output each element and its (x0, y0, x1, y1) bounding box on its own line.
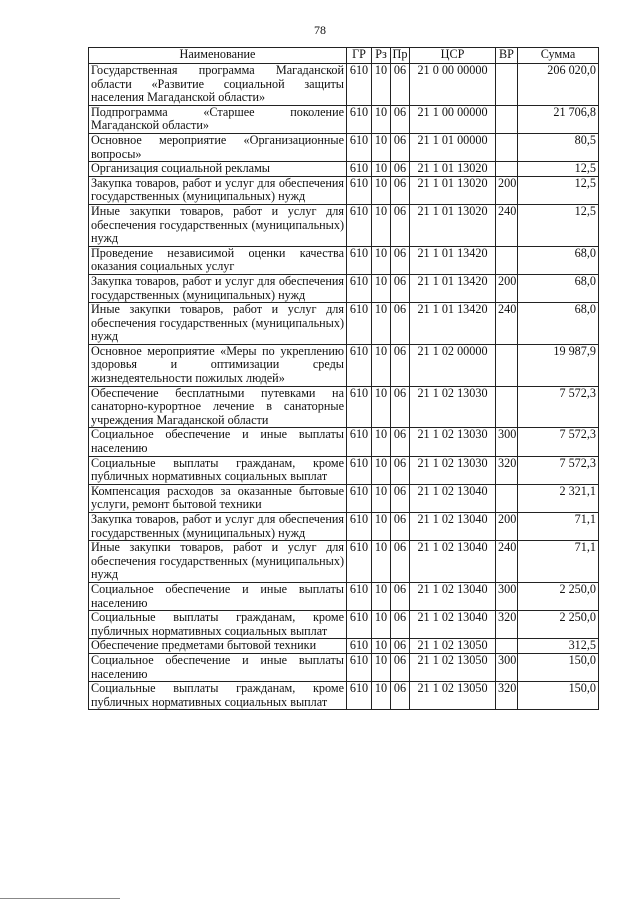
cell-name: Обеспечение предметами бытовой техники (89, 639, 347, 654)
cell-csr: 21 1 02 13040 (410, 611, 496, 639)
cell-sum: 12,5 (518, 162, 599, 177)
cell-vr (496, 162, 518, 177)
cell-sum: 150,0 (518, 653, 599, 681)
cell-gr: 610 (347, 682, 372, 710)
cell-name: Подпрограмма «Старшее поколение Магаданской области» (89, 105, 347, 133)
cell-gr: 610 (347, 484, 372, 512)
cell-csr: 21 1 02 13040 (410, 541, 496, 583)
header-vr: ВР (496, 48, 518, 64)
cell-gr: 610 (347, 428, 372, 456)
cell-vr (496, 484, 518, 512)
cell-gr: 610 (347, 513, 372, 541)
cell-sum: 7 572,3 (518, 456, 599, 484)
cell-gr: 610 (347, 176, 372, 204)
cell-name: Проведение независимой оценки качества оказания социальных услуг (89, 246, 347, 274)
table-row (89, 162, 599, 177)
header-gr: ГР (347, 48, 372, 64)
cell-pr: 06 (391, 541, 410, 583)
cell-vr: 320 (496, 611, 518, 639)
cell-name: Организация социальной рекламы (89, 162, 347, 177)
table-row (89, 484, 599, 512)
cell-sum: 71,1 (518, 513, 599, 541)
cell-vr (496, 639, 518, 654)
cell-vr: 240 (496, 204, 518, 246)
cell-csr: 21 1 01 13420 (410, 274, 496, 302)
cell-rz: 10 (372, 204, 391, 246)
cell-vr (496, 344, 518, 386)
table-row (89, 386, 599, 428)
cell-gr: 610 (347, 344, 372, 386)
cell-gr: 610 (347, 541, 372, 583)
cell-vr: 320 (496, 682, 518, 710)
cell-gr: 610 (347, 582, 372, 610)
cell-rz: 10 (372, 386, 391, 428)
table-row (89, 303, 599, 345)
cell-rz: 10 (372, 682, 391, 710)
cell-sum: 68,0 (518, 303, 599, 345)
table-row (89, 64, 599, 106)
cell-rz: 10 (372, 162, 391, 177)
cell-sum: 80,5 (518, 133, 599, 161)
table-row (89, 639, 599, 654)
table-row (89, 456, 599, 484)
table-row (89, 105, 599, 133)
cell-name: Социальное обеспечение и иные выплаты населению (89, 428, 347, 456)
cell-vr: 300 (496, 582, 518, 610)
cell-pr: 06 (391, 682, 410, 710)
cell-vr: 300 (496, 653, 518, 681)
table-row (89, 176, 599, 204)
table-row (89, 344, 599, 386)
table-row (89, 582, 599, 610)
cell-rz: 10 (372, 428, 391, 456)
cell-name: Компенсация расходов за оказанные бытовые услуги, ремонт бытовой техники (89, 484, 347, 512)
cell-rz: 10 (372, 64, 391, 106)
cell-name: Иные закупки товаров, работ и услуг для обеспечения государственных (муниципальных) нужд (89, 541, 347, 583)
cell-sum: 7 572,3 (518, 428, 599, 456)
cell-vr: 300 (496, 428, 518, 456)
cell-csr: 21 1 01 13420 (410, 246, 496, 274)
cell-sum: 150,0 (518, 682, 599, 710)
cell-csr: 21 1 02 13030 (410, 386, 496, 428)
header-sum: Сумма (518, 48, 599, 64)
cell-rz: 10 (372, 456, 391, 484)
cell-gr: 610 (347, 639, 372, 654)
cell-rz: 10 (372, 344, 391, 386)
cell-gr: 610 (347, 274, 372, 302)
cell-pr: 06 (391, 176, 410, 204)
cell-csr: 21 1 02 00000 (410, 344, 496, 386)
cell-name: Государственная программа Магаданской области «Развитие социальной защиты населения Магаданской области» (89, 64, 347, 106)
cell-sum: 19 987,9 (518, 344, 599, 386)
cell-pr: 06 (391, 639, 410, 654)
table-row (89, 611, 599, 639)
cell-rz: 10 (372, 653, 391, 681)
header-rz: Рз (372, 48, 391, 64)
cell-pr: 06 (391, 204, 410, 246)
cell-sum: 2 250,0 (518, 582, 599, 610)
cell-pr: 06 (391, 428, 410, 456)
table-row (89, 653, 599, 681)
cell-rz: 10 (372, 541, 391, 583)
cell-rz: 10 (372, 274, 391, 302)
cell-sum: 71,1 (518, 541, 599, 583)
cell-pr: 06 (391, 513, 410, 541)
cell-sum: 12,5 (518, 176, 599, 204)
cell-vr (496, 386, 518, 428)
cell-rz: 10 (372, 611, 391, 639)
header-pr: Пр (391, 48, 410, 64)
cell-name: Обеспечение бесплатными путевками на санаторно-курортное лечение в санаторные учреждения Магаданской области (89, 386, 347, 428)
cell-csr: 21 1 02 13040 (410, 582, 496, 610)
cell-gr: 610 (347, 386, 372, 428)
cell-rz: 10 (372, 582, 391, 610)
table-row (89, 274, 599, 302)
cell-sum: 206 020,0 (518, 64, 599, 106)
footnote-divider (0, 898, 120, 899)
cell-pr: 06 (391, 611, 410, 639)
cell-pr: 06 (391, 653, 410, 681)
cell-sum: 21 706,8 (518, 105, 599, 133)
cell-csr: 21 1 00 00000 (410, 105, 496, 133)
cell-rz: 10 (372, 484, 391, 512)
table-row (89, 541, 599, 583)
table-row (89, 682, 599, 710)
cell-csr: 21 1 02 13050 (410, 682, 496, 710)
cell-sum: 2 321,1 (518, 484, 599, 512)
cell-sum: 312,5 (518, 639, 599, 654)
cell-rz: 10 (372, 105, 391, 133)
cell-vr: 200 (496, 513, 518, 541)
cell-csr: 21 1 02 13050 (410, 639, 496, 654)
header-row (89, 48, 599, 64)
cell-sum: 2 250,0 (518, 611, 599, 639)
cell-sum: 12,5 (518, 204, 599, 246)
table-row (89, 428, 599, 456)
cell-gr: 610 (347, 204, 372, 246)
cell-vr: 240 (496, 303, 518, 345)
table-header (89, 48, 599, 64)
cell-pr: 06 (391, 105, 410, 133)
cell-name: Социальное обеспечение и иные выплаты населению (89, 653, 347, 681)
cell-csr: 21 1 02 13050 (410, 653, 496, 681)
cell-csr: 21 1 01 13420 (410, 303, 496, 345)
cell-gr: 610 (347, 64, 372, 106)
table-row (89, 133, 599, 161)
cell-name: Иные закупки товаров, работ и услуг для обеспечения государственных (муниципальных) нужд (89, 303, 347, 345)
cell-csr: 21 1 01 00000 (410, 133, 496, 161)
cell-pr: 06 (391, 162, 410, 177)
cell-gr: 610 (347, 133, 372, 161)
cell-name: Основное мероприятие «Организационные вопросы» (89, 133, 347, 161)
cell-gr: 610 (347, 611, 372, 639)
cell-gr: 610 (347, 246, 372, 274)
cell-sum: 68,0 (518, 274, 599, 302)
cell-pr: 06 (391, 274, 410, 302)
cell-rz: 10 (372, 176, 391, 204)
cell-csr: 21 1 02 13040 (410, 484, 496, 512)
cell-vr (496, 133, 518, 161)
cell-rz: 10 (372, 303, 391, 345)
cell-name: Закупка товаров, работ и услуг для обеспечения государственных (муниципальных) нужд (89, 176, 347, 204)
table-row (89, 513, 599, 541)
cell-pr: 06 (391, 246, 410, 274)
cell-rz: 10 (372, 513, 391, 541)
cell-csr: 21 1 01 13020 (410, 204, 496, 246)
cell-gr: 610 (347, 303, 372, 345)
cell-sum: 68,0 (518, 246, 599, 274)
cell-rz: 10 (372, 133, 391, 161)
cell-vr: 320 (496, 456, 518, 484)
cell-vr: 200 (496, 274, 518, 302)
cell-gr: 610 (347, 162, 372, 177)
page-number: 78 (314, 23, 326, 37)
header-name: Наименование (89, 48, 347, 64)
cell-sum: 7 572,3 (518, 386, 599, 428)
cell-pr: 06 (391, 133, 410, 161)
table-body (89, 64, 599, 710)
cell-vr (496, 105, 518, 133)
cell-pr: 06 (391, 303, 410, 345)
cell-vr (496, 246, 518, 274)
header-csr: ЦСР (410, 48, 496, 64)
cell-vr: 240 (496, 541, 518, 583)
cell-name: Закупка товаров, работ и услуг для обеспечения государственных (муниципальных) нужд (89, 513, 347, 541)
table-row (89, 246, 599, 274)
cell-csr: 21 1 02 13030 (410, 428, 496, 456)
cell-name: Социальное обеспечение и иные выплаты населению (89, 582, 347, 610)
cell-gr: 610 (347, 456, 372, 484)
cell-vr (496, 64, 518, 106)
cell-name: Социальные выплаты гражданам, кроме публичных нормативных социальных выплат (89, 611, 347, 639)
cell-csr: 21 1 01 13020 (410, 162, 496, 177)
cell-csr: 21 1 02 13030 (410, 456, 496, 484)
cell-rz: 10 (372, 246, 391, 274)
cell-name: Социальные выплаты гражданам, кроме публичных нормативных социальных выплат (89, 456, 347, 484)
cell-name: Основное мероприятие «Меры по укреплению здоровья и оптимизации среды жизнедеятельности пожилых людей» (89, 344, 347, 386)
cell-gr: 610 (347, 105, 372, 133)
cell-pr: 06 (391, 484, 410, 512)
cell-rz: 10 (372, 639, 391, 654)
cell-name: Закупка товаров, работ и услуг для обеспечения государственных (муниципальных) нужд (89, 274, 347, 302)
cell-gr: 610 (347, 653, 372, 681)
budget-table (88, 47, 599, 710)
cell-pr: 06 (391, 582, 410, 610)
table-row (89, 204, 599, 246)
cell-name: Социальные выплаты гражданам, кроме публичных нормативных социальных выплат (89, 682, 347, 710)
cell-name: Иные закупки товаров, работ и услуг для обеспечения государственных (муниципальных) нужд (89, 204, 347, 246)
cell-csr: 21 0 00 00000 (410, 64, 496, 106)
cell-pr: 06 (391, 64, 410, 106)
cell-csr: 21 1 01 13020 (410, 176, 496, 204)
cell-pr: 06 (391, 344, 410, 386)
cell-pr: 06 (391, 456, 410, 484)
cell-vr: 200 (496, 176, 518, 204)
cell-pr: 06 (391, 386, 410, 428)
cell-csr: 21 1 02 13040 (410, 513, 496, 541)
